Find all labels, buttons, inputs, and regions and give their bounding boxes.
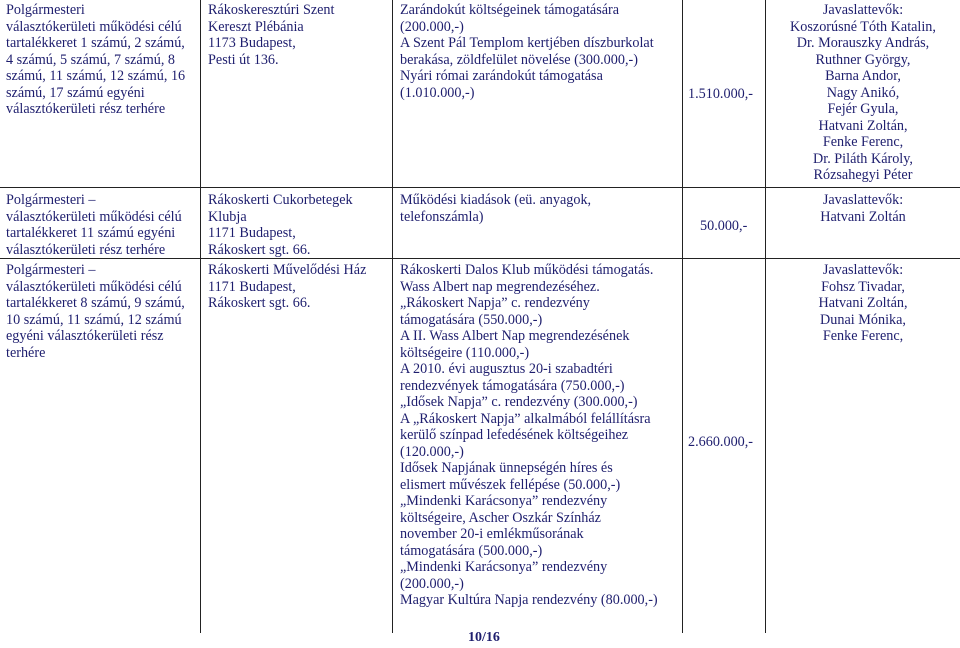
text-line: Javaslattevők: xyxy=(822,262,904,278)
amount-value: 50.000,- xyxy=(700,218,748,234)
text-line: választókerületi rész terhére xyxy=(6,101,166,117)
text-line: Fohsz Tivadar, xyxy=(821,278,905,295)
text-line: Idősek Napjának ünnepségén híres és xyxy=(400,460,613,476)
text-line: Rákoskert sgt. 66. xyxy=(208,295,311,311)
text-line: Pesti út 136. xyxy=(208,51,279,68)
text-line: Javaslattevők: xyxy=(822,192,904,208)
text-line: támogatására (500.000,-) xyxy=(400,542,543,559)
text-line: Polgármesteri xyxy=(6,2,85,18)
text-line: Rózsahegyi Péter xyxy=(813,167,913,183)
funding-source-cell xyxy=(6,192,198,258)
text-line: támogatására (550.000,-) xyxy=(400,311,543,328)
amount-value: 1.510.000,- xyxy=(688,86,754,102)
text-line: választókerületi működési célú xyxy=(6,208,182,225)
text-line: 1171 Budapest, xyxy=(208,225,296,241)
proposers-cell xyxy=(768,192,958,225)
text-line: Magyar Kultúra Napja rendezvény (80.000,-) xyxy=(400,592,658,608)
funding-source-cell xyxy=(6,262,198,361)
text-line: rendezvények támogatására (750.000,-) xyxy=(400,377,625,394)
amount-cell xyxy=(688,434,764,451)
text-line: Dr. Piláth Károly, xyxy=(813,150,913,167)
text-line: Fejér Gyula, xyxy=(827,101,899,117)
text-line: költségeire, Ascher Oszkár Színház xyxy=(400,509,601,526)
text-line: A Szent Pál Templom kertjében díszburkolat xyxy=(400,35,654,51)
row-divider xyxy=(0,187,960,188)
text-line: 10 számú, 11 számú, 12 számú xyxy=(6,311,182,328)
text-line: Ruthner György, xyxy=(815,51,911,68)
text-line: Hatvani Zoltán xyxy=(820,208,906,225)
purpose-cell xyxy=(400,192,680,225)
text-line: telefonszámla) xyxy=(400,208,484,225)
proposers-cell xyxy=(768,2,958,184)
text-line: egyéni választókerületi rész xyxy=(6,328,164,344)
text-line: költségeire (110.000,-) xyxy=(400,344,530,361)
text-line: Wass Albert nap megrendezéséhez. xyxy=(400,278,600,295)
text-line: Barna Andor, xyxy=(825,68,901,84)
text-line: (120.000,-) xyxy=(400,443,464,460)
recipient-cell xyxy=(208,262,388,312)
text-line: kerülő színpad lefedésének költségeihez xyxy=(400,427,629,443)
text-line: Fenke Ferenc, xyxy=(822,134,904,150)
text-line: számú, 17 számú egyéni xyxy=(6,84,145,101)
text-line: választókerületi működési célú xyxy=(6,18,182,35)
text-line: (200.000,-) xyxy=(400,575,464,592)
text-line: elismert művészek fellépése (50.000,-) xyxy=(400,476,621,493)
text-line: Rákoskerti Dalos Klub működési támogatás. xyxy=(400,262,654,278)
text-line: A 2010. évi augusztus 20-i szabadtéri xyxy=(400,361,613,377)
recipient-cell xyxy=(208,192,388,258)
column-divider xyxy=(765,0,766,633)
text-line: 4 számú, 5 számú, 7 számú, 8 xyxy=(6,51,176,68)
text-line: Rákoskeresztúri Szent xyxy=(208,2,335,18)
text-line: Kereszt Plébánia xyxy=(208,18,304,35)
amount-cell xyxy=(700,218,776,235)
text-line: Dunai Mónika, xyxy=(820,311,906,328)
row-divider xyxy=(0,258,960,259)
text-line: Polgármesteri – xyxy=(6,262,96,278)
text-line: Nagy Anikó, xyxy=(826,84,900,101)
recipient-cell xyxy=(208,2,388,68)
text-line: Zarándokút költségeinek támogatására xyxy=(400,2,620,18)
text-line: választókerületi működési célú xyxy=(6,278,182,295)
page-number: 10/16 xyxy=(468,630,500,645)
text-line: november 20-i emlékműsorának xyxy=(400,526,584,542)
text-line: terhére xyxy=(6,344,46,361)
text-line: „Mindenki Karácsonya” rendezvény xyxy=(400,559,608,575)
text-line: Nyári római zarándokút támogatása xyxy=(400,68,603,84)
text-line: A II. Wass Albert Nap megrendezésének xyxy=(400,328,630,344)
amount-cell xyxy=(688,86,764,103)
text-line: Koszorúsné Tóth Katalin, xyxy=(790,18,936,35)
text-line: Működési kiadások (eü. anyagok, xyxy=(400,192,592,208)
text-line: Hatvani Zoltán, xyxy=(818,295,908,311)
text-line: Rákoskerti Művelődési Ház xyxy=(208,262,367,278)
text-line: 1173 Budapest, xyxy=(208,35,296,51)
column-divider xyxy=(200,0,201,633)
text-line: Fenke Ferenc, xyxy=(822,328,904,344)
text-line: tartalékkeret 1 számú, 2 számú, xyxy=(6,35,185,51)
funding-source-cell xyxy=(6,2,198,118)
amount-value: 2.660.000,- xyxy=(688,434,754,450)
text-line: „Rákoskert Napja” c. rendezvény xyxy=(400,295,590,311)
text-line: Polgármesteri – xyxy=(6,192,96,208)
text-line: berakása, zöldfelület növelése (300.000,-) xyxy=(400,51,638,68)
purpose-cell xyxy=(400,262,680,609)
text-line: (200.000,-) xyxy=(400,18,464,35)
text-line: „Idősek Napja” c. rendezvény (300.000,-) xyxy=(400,394,638,410)
text-line: Javaslattevők: xyxy=(822,2,904,18)
text-line: (1.010.000,-) xyxy=(400,84,475,101)
column-divider xyxy=(392,0,393,633)
text-line: Rákoskert sgt. 66. xyxy=(208,241,311,258)
proposers-cell xyxy=(768,262,958,345)
text-line: 1171 Budapest, xyxy=(208,278,296,295)
text-line: számú, 11 számú, 12 számú, 16 xyxy=(6,68,186,84)
text-line: tartalékkeret 8 számú, 9 számú, xyxy=(6,295,185,311)
text-line: Rákoskerti Cukorbetegek xyxy=(208,192,353,208)
text-line: Dr. Morauszky András, xyxy=(796,35,930,51)
column-divider xyxy=(682,0,683,633)
text-line: Klubja xyxy=(208,208,247,225)
text-line: választókerületi rész terhére xyxy=(6,241,166,258)
text-line: Hatvani Zoltán, xyxy=(818,117,908,134)
text-line: tartalékkeret 11 számú egyéni xyxy=(6,225,176,241)
text-line: „Mindenki Karácsonya” rendezvény xyxy=(400,493,608,509)
text-line: A „Rákoskert Napja” alkalmából felállításra xyxy=(400,410,651,427)
purpose-cell xyxy=(400,2,680,101)
